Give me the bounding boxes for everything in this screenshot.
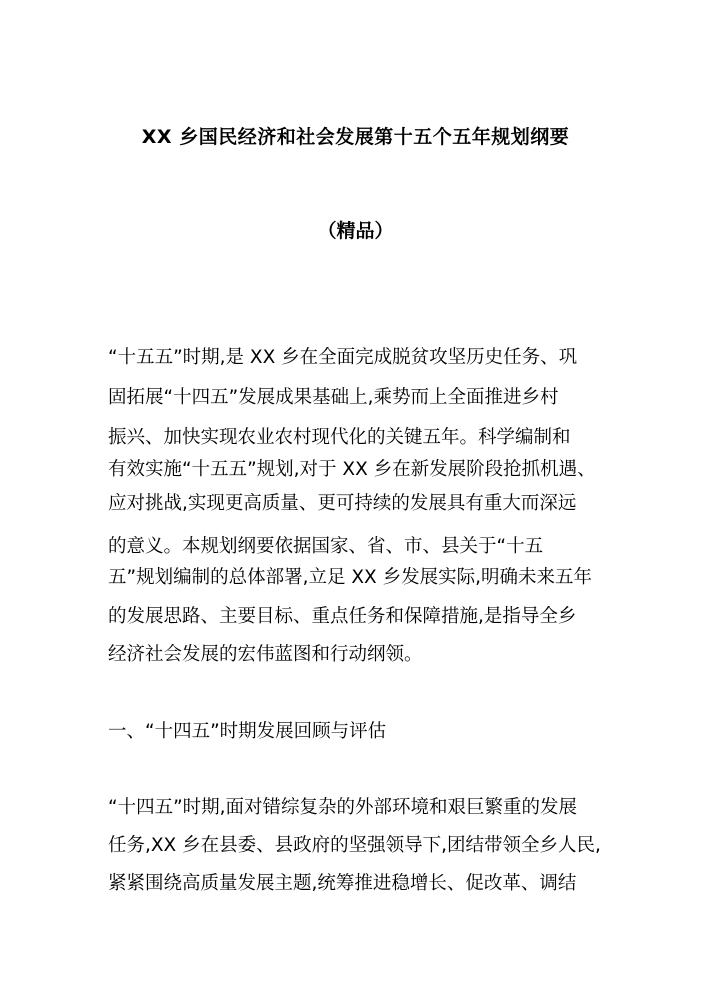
intro-line: 经济社会发展的宏伟蓝图和行动纲领。 [108, 644, 423, 665]
intro-line: “十五五”时期,是 XX 乡在全面完成脱贫攻坚历史任务、巩 [108, 347, 578, 368]
section-line: “十四五”时期,面对错综复杂的外部环境和艰巨繁重的发展 [108, 797, 578, 818]
intro-line: 有效实施“十五五”规划,对于 XX 乡在新发展阶段抢抓机遇、 [108, 459, 596, 480]
intro-line: 应对挑战,实现更高质量、更可持续的发展具有重大而深远 [108, 493, 577, 514]
intro-line: 的发展思路、主要目标、重点任务和保障措施,是指导全乡 [108, 606, 577, 627]
document-subtitle: （精品） [317, 220, 394, 242]
intro-line: 的意义。本规划纲要依据国家、省、市、县关于“十五 [108, 536, 544, 557]
document-title: XX 乡国民经济和社会发展第十五个五年规划纲要 [141, 126, 570, 148]
section-line: 紧紧围绕高质量发展主题,统筹推进稳增长、促改革、调结 [108, 873, 577, 894]
intro-line: 固拓展“十四五”发展成果基础上,乘势而上全面推进乡村 [108, 387, 559, 408]
intro-line: 振兴、加快实现农业农村现代化的关键五年。科学编制和 [108, 427, 571, 448]
section-heading: 一、“十四五”时期发展回顾与评估 [108, 721, 387, 742]
section-line: 任务,XX 乡在县委、县政府的坚强领导下,团结带领全乡人民, [108, 835, 601, 856]
intro-line: 五”规划编制的总体部署,立足 XX 乡发展实际,明确未来五年 [108, 567, 592, 588]
